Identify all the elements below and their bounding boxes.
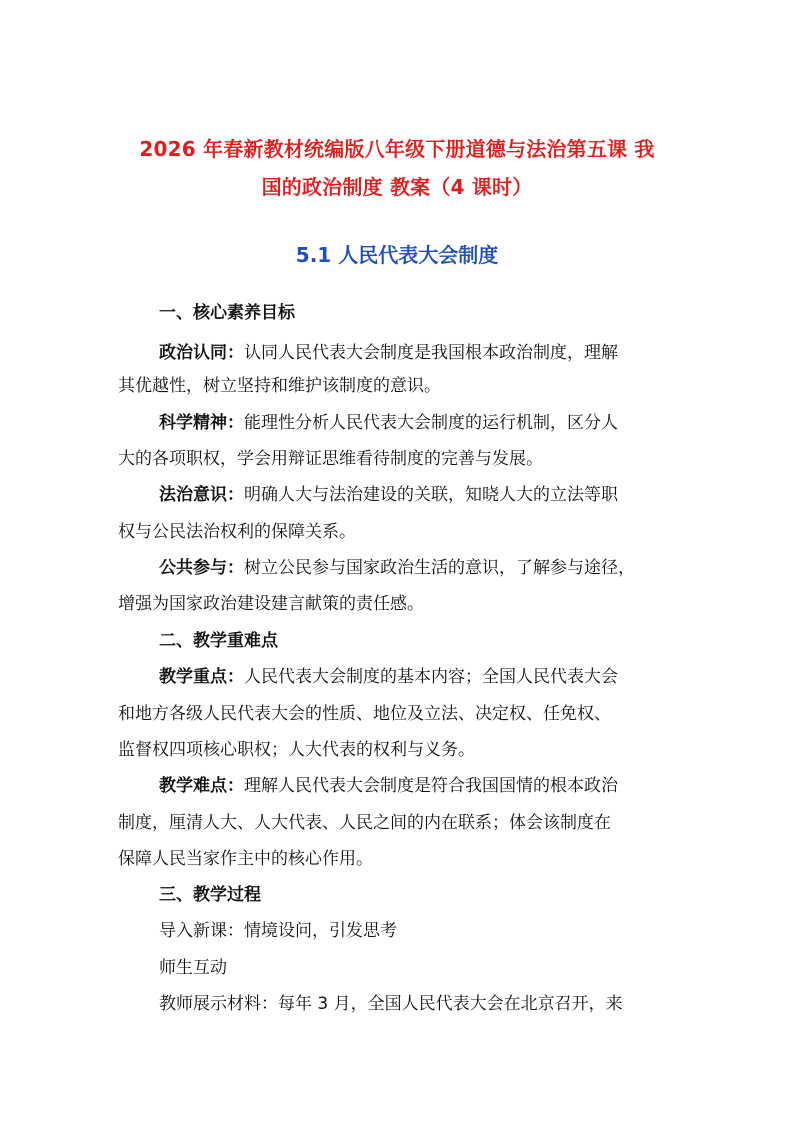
key-point-text-1: 人民代表大会制度的基本内容；全国人民代表大会 [244, 667, 618, 687]
goal-science-line-2: 大的各项职权，学会用辩证思维看待制度的完善与发展。 [118, 449, 543, 469]
goal-political-label: 政治认同： [159, 343, 244, 363]
difficult-point-label: 教学难点： [159, 776, 244, 796]
heading-key-points: 二、教学重难点 [159, 631, 278, 651]
goal-science-label: 科学精神： [159, 413, 244, 433]
goal-participation-label: 公共参与： [159, 558, 244, 578]
difficult-point-line-2: 制度，厘清人大、人大代表、人民之间的内在联系；体会该制度在 [118, 813, 611, 833]
goal-law-label: 法治意识： [159, 485, 244, 505]
key-point-line-3: 监督权四项核心职权；人大代表的权利与义务。 [118, 740, 475, 760]
process-intro-line: 导入新课：情境设问，引发思考 [159, 921, 397, 941]
goal-science-line-1 [159, 410, 729, 436]
key-point-line-2: 和地方各级人民代表大会的性质、地位及立法、决定权、任免权、 [118, 704, 611, 724]
goal-science-text-1: 能理性分析人民代表大会制度的运行机制，区分人 [244, 413, 618, 433]
key-point-line-1 [159, 664, 729, 690]
difficult-point-line-3: 保障人民当家作主中的核心作用。 [118, 849, 373, 869]
goal-law-line-2: 权与公民法治权利的保障关系。 [118, 522, 356, 542]
goal-participation-line-2: 增强为国家政治建设建言献策的责任感。 [118, 594, 424, 614]
goal-political-line-1 [159, 340, 729, 366]
key-point-label: 教学重点： [159, 667, 244, 687]
process-interaction-line: 师生互动 [159, 958, 227, 978]
difficult-point-text-1: 理解人民代表大会制度是符合我国国情的根本政治 [244, 776, 618, 796]
goal-political-line-2: 其优越性，树立坚持和维护该制度的意识。 [118, 376, 441, 396]
section-title: 5.1 人民代表大会制度 [295, 243, 499, 267]
goal-political-text-1: 认同人民代表大会制度是我国根本政治制度，理解 [244, 343, 618, 363]
heading-teaching-process: 三、教学过程 [159, 885, 261, 905]
goal-law-text-1: 明确人大与法治建设的关联，知晓人大的立法等职 [244, 485, 618, 505]
document-title-line-1: 2026 年春新教材统编版八年级下册道德与法治第五课 我 [139, 137, 655, 161]
heading-core-goals: 一、核心素养目标 [159, 303, 295, 323]
difficult-point-line-1 [159, 773, 729, 799]
process-material-line: 教师展示材料：每年 3 月，全国人民代表大会在北京召开，来 [159, 994, 623, 1014]
goal-participation-text-1: 树立公民参与国家政治生活的意识，了解参与途径， [244, 558, 635, 578]
goal-participation-line-1 [159, 555, 729, 581]
document-title-line-2: 国的政治制度 教案（4 课时） [261, 175, 533, 199]
goal-law-line-1 [159, 482, 729, 508]
